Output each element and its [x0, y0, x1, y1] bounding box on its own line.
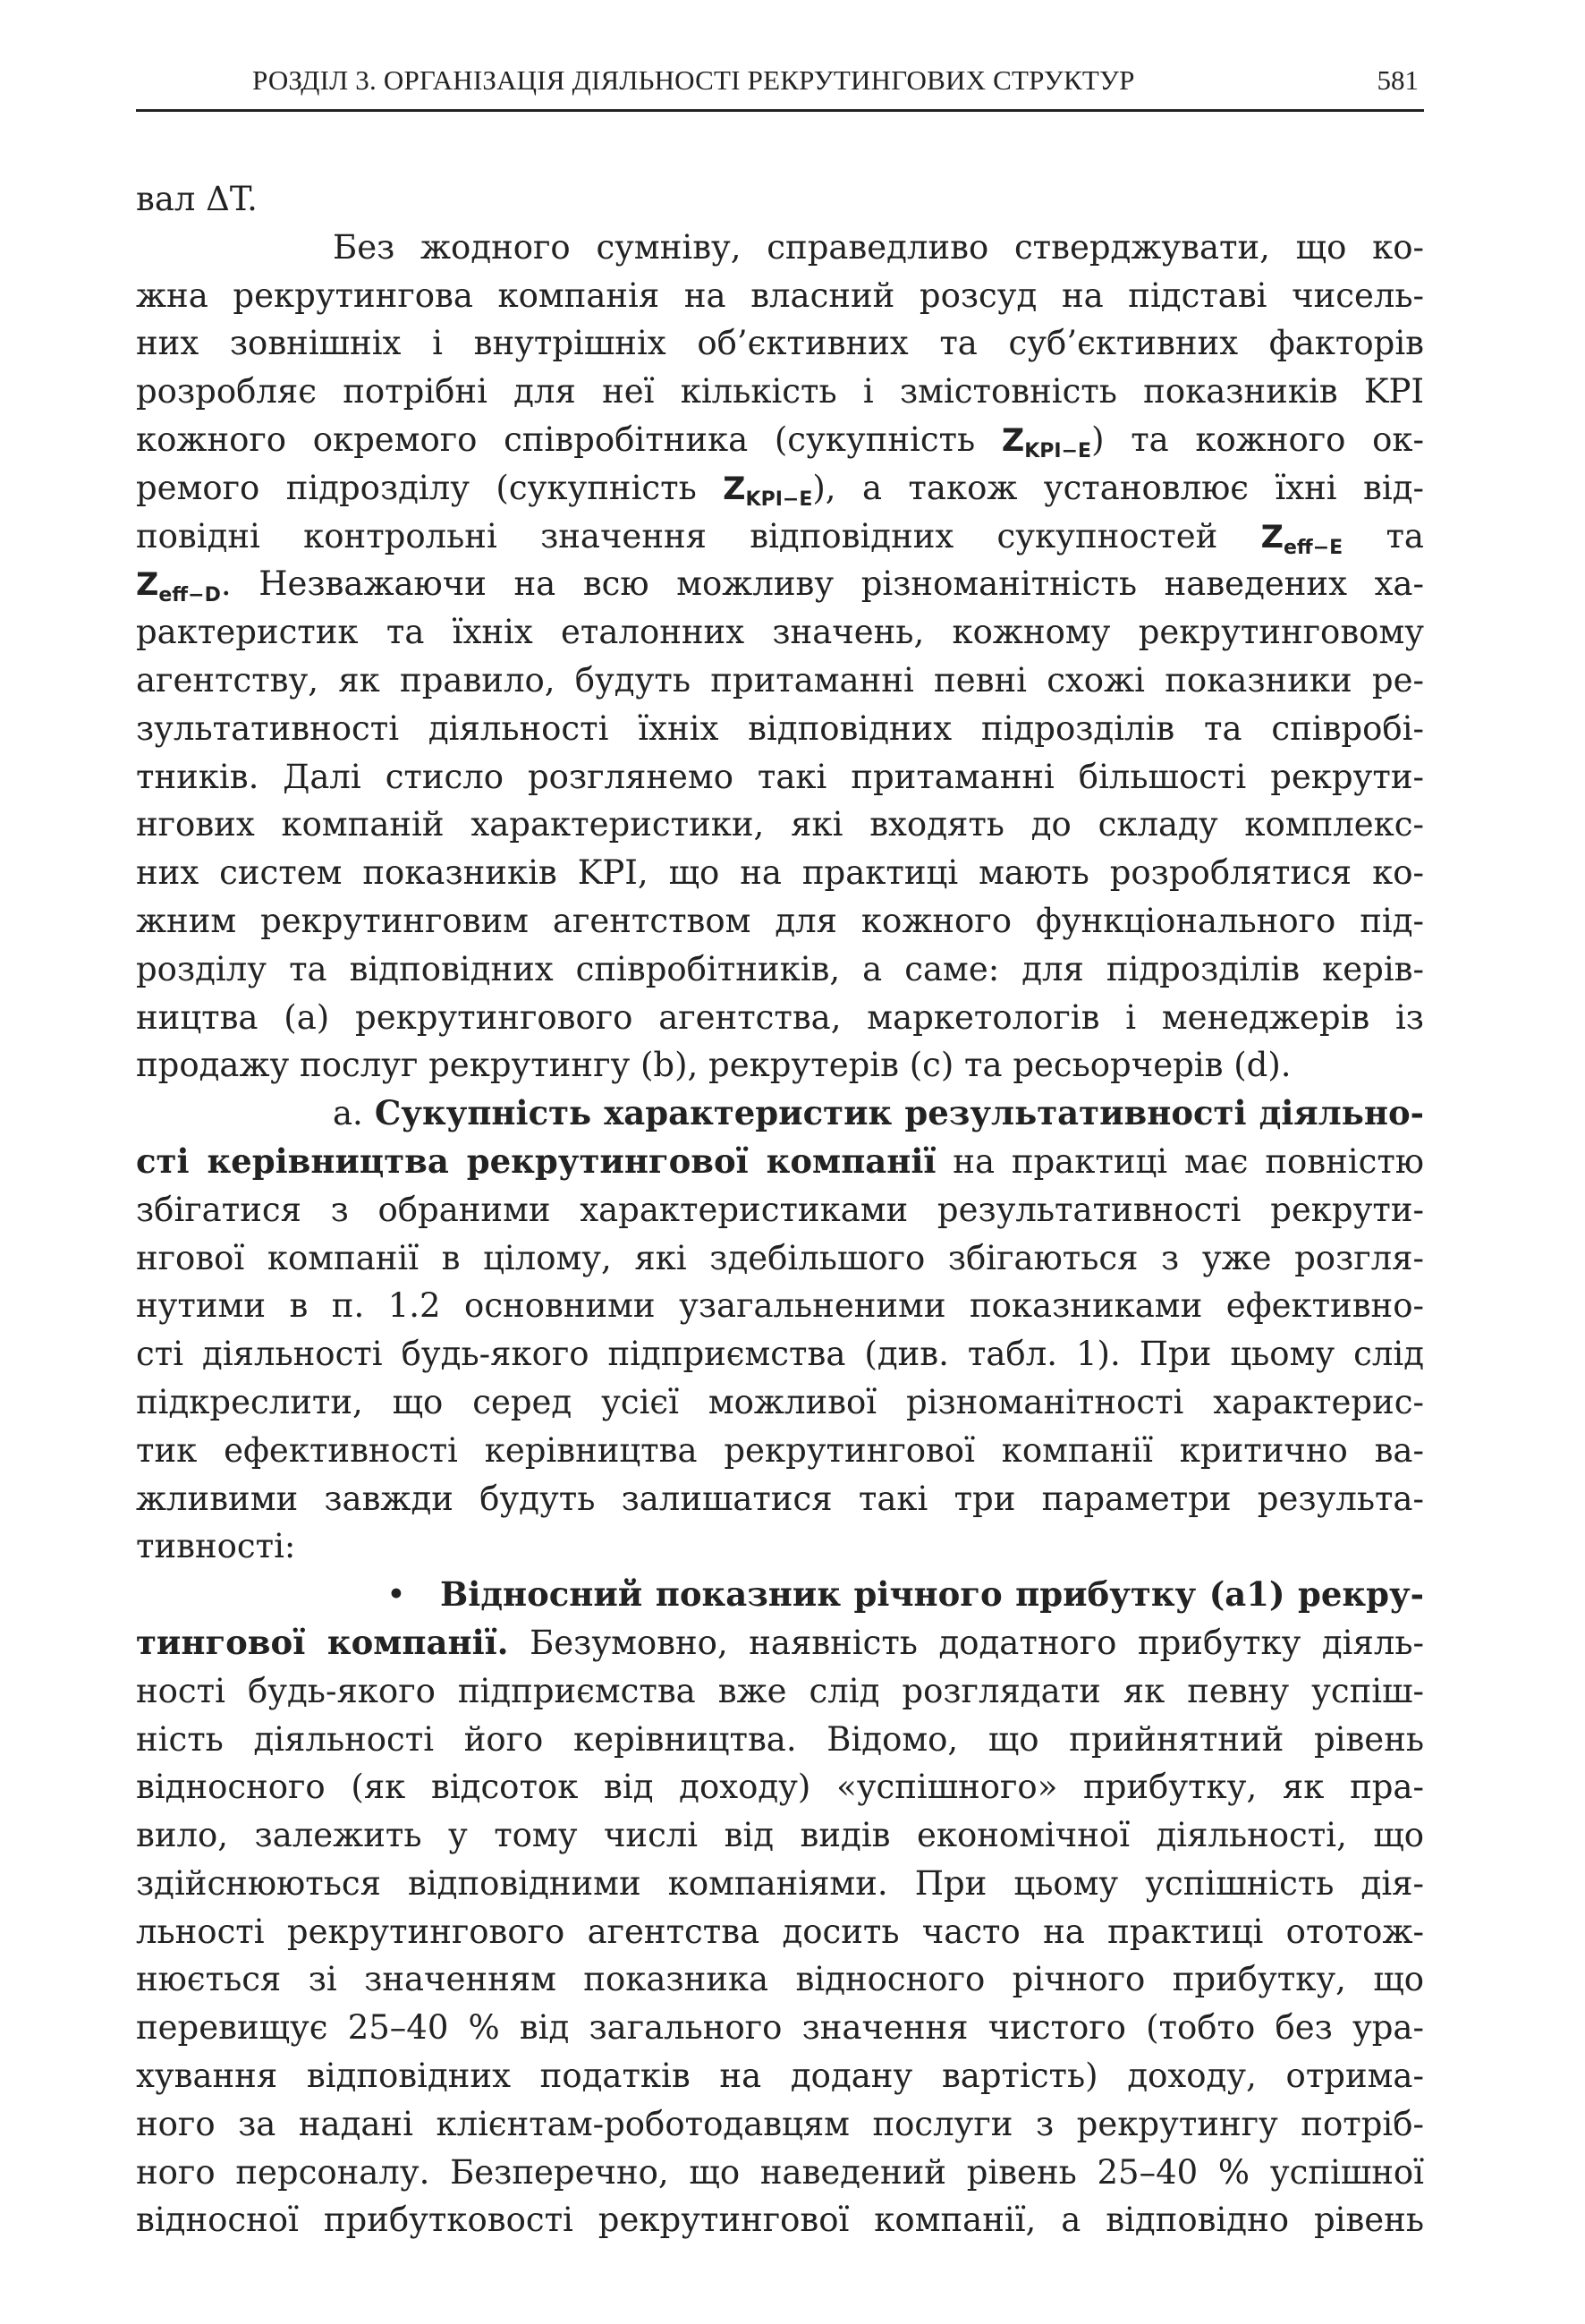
text-run: та	[1343, 516, 1424, 556]
text-line: тик ефективності керівництва рекрутингової компанії критично ва-	[136, 1430, 1424, 1470]
text-line: агентству, як правило, будуть притаманні певні схожі показники ре-	[136, 660, 1424, 700]
text-line	[136, 464, 1424, 513]
text-line: перевищує 25–40 % від загального значення чистого (тобто без ура-	[136, 2008, 1424, 2048]
text-run: ремого підрозділу (сукупність	[136, 468, 724, 507]
text-line: відносного (як відсоток від доходу) «успішного» прибутку, як пра-	[136, 1768, 1424, 1807]
text-line: продажу послуг рекрутингу (b), рекрутерів (c) та ресьорчерів (d).	[136, 1046, 1292, 1085]
text-line: жна рекрутингова компанія на власний розсуд на підставі чисель-	[136, 276, 1424, 315]
text-run: ) та кожного ок-	[1091, 420, 1424, 459]
list-marker: a.	[333, 1094, 375, 1133]
text-line: ного персоналу. Безперечно, що наведений рівень 25–40 % успішної	[136, 2152, 1424, 2192]
text-line: нюється зі значенням показника відносного річного прибутку, що	[136, 1960, 1424, 1999]
text-line	[136, 1571, 1424, 1619]
text-line: хування відповідних податків на додану вартість) доходу, отрима-	[136, 2057, 1424, 2096]
chapter-title: РОЗДІЛ 3. ОРГАНІЗАЦІЯ ДІЯЛЬНОСТІ РЕКРУТИНГОВИХ СТРУКТУР	[252, 64, 1135, 96]
text-run: ), а також установлює їхні від-	[812, 468, 1424, 507]
text-line: тників. Далі стисло розглянемо такі притаманні більшості рекрути-	[136, 757, 1424, 796]
text-line: розробляє потрібні для неї кількість і змістовність показників KPI	[136, 372, 1424, 411]
text-line: ного за надані клієнтам-роботодавцям послуги з рекрутингу потріб-	[136, 2104, 1424, 2143]
body-text	[136, 175, 1424, 2244]
bullet-icon: •	[386, 1575, 406, 1615]
text-line: розділу та відповідних співробітників, а саме: для підрозділів керів-	[136, 949, 1424, 988]
text-run: на практиці має повністю	[936, 1141, 1424, 1181]
text-line: вал ΔT.	[136, 180, 258, 218]
text-line: них систем показників KPI, що на практиці мають розроблятися ко-	[136, 853, 1424, 893]
text-line: тивності:	[136, 1527, 296, 1566]
text-line: Без жодного сумніву, справедливо стверджувати, що ко-	[333, 227, 1424, 267]
formula-z-eff-e: $Z_{eff-E}$	[1260, 519, 1343, 559]
formula-z-eff-d: $Z_{eff-D}$	[136, 567, 221, 607]
bold-heading: Сукупність характеристик результативності діяльно-	[374, 1093, 1424, 1133]
text-line: них зовнішніх і внутрішніх об’єктивних та суб’єктивних факторів	[136, 324, 1424, 363]
bold-heading: Відносний показник річного прибутку (a1) рекру-	[440, 1574, 1424, 1615]
bold-heading: сті керівництва рекрутингової компанії	[136, 1141, 937, 1181]
text-line: нгових компаній характеристики, які входять до складу комплекс-	[136, 805, 1424, 844]
text-line	[136, 416, 1424, 464]
text-line: жним рекрутинговим агентством для кожного функціонального під-	[136, 901, 1424, 940]
text-line	[136, 1138, 1424, 1186]
text-run: Безумовно, наявність додатного прибутку діяль-	[508, 1623, 1424, 1662]
text-line: підкреслити, що серед усієї можливої різноманітності характерис-	[136, 1382, 1424, 1421]
text-line: ність діяльності його керівництва. Відомо, що прийнятний рівень	[136, 1719, 1424, 1759]
text-line: ництва (a) рекрутингового агентства, маркетологів і менеджерів із	[136, 997, 1424, 1037]
formula-z-kpi-e: $Z_{KPI-E}$	[1001, 422, 1092, 462]
text-run: . Незважаючи на всю можливу різноманітність наведених ха-	[220, 564, 1424, 604]
text-line: рактеристик та їхніх еталонних значень, кожному рекрутинговому	[136, 613, 1424, 652]
text-line: льності рекрутингового агентства досить часто на практиці ототож-	[136, 1912, 1424, 1951]
text-line: нутими в п. 1.2 основними узагальненими показниками ефективно-	[136, 1286, 1424, 1326]
text-line	[136, 560, 1424, 608]
text-line: зультативності діяльності їхніх відповідних підрозділів та співробі-	[136, 708, 1424, 748]
text-run: кожного окремого співробітника (сукупність	[136, 420, 1002, 459]
text-line: збігатися з обраними характеристиками результативності рекрути-	[136, 1190, 1424, 1229]
bold-heading: тингової компанії.	[136, 1622, 509, 1662]
text-line: ності будь-якого підприємства вже слід розглядати як певну успіш-	[136, 1671, 1424, 1710]
text-line: здійснюються відповідними компаніями. При цьому успішність дія-	[136, 1863, 1424, 1903]
text-line	[136, 513, 1424, 561]
text-run: повідні контрольні значення відповідних сукупностей	[136, 516, 1261, 556]
text-line: сті діяльності будь-якого підприємства (див. табл. 1). При цьому слід	[136, 1335, 1424, 1374]
text-line: нгової компанії в цілому, які здебільшого збігаються з уже розгля-	[136, 1238, 1424, 1277]
running-header	[136, 55, 1424, 112]
text-line: жливими завжди будуть залишатися такі три параметри результа-	[136, 1479, 1424, 1518]
page-number: 581	[1377, 64, 1419, 96]
text-line	[136, 1619, 1424, 1667]
formula-z-kpi-e: $Z_{KPI-E}$	[723, 471, 813, 511]
text-line: вило, залежить у тому числі від видів економічної діяльності, що	[136, 1816, 1424, 1855]
text-line	[136, 1090, 1424, 1138]
text-line: відносної прибутковості рекрутингової компанії, а відповідно рівень	[136, 2201, 1424, 2240]
